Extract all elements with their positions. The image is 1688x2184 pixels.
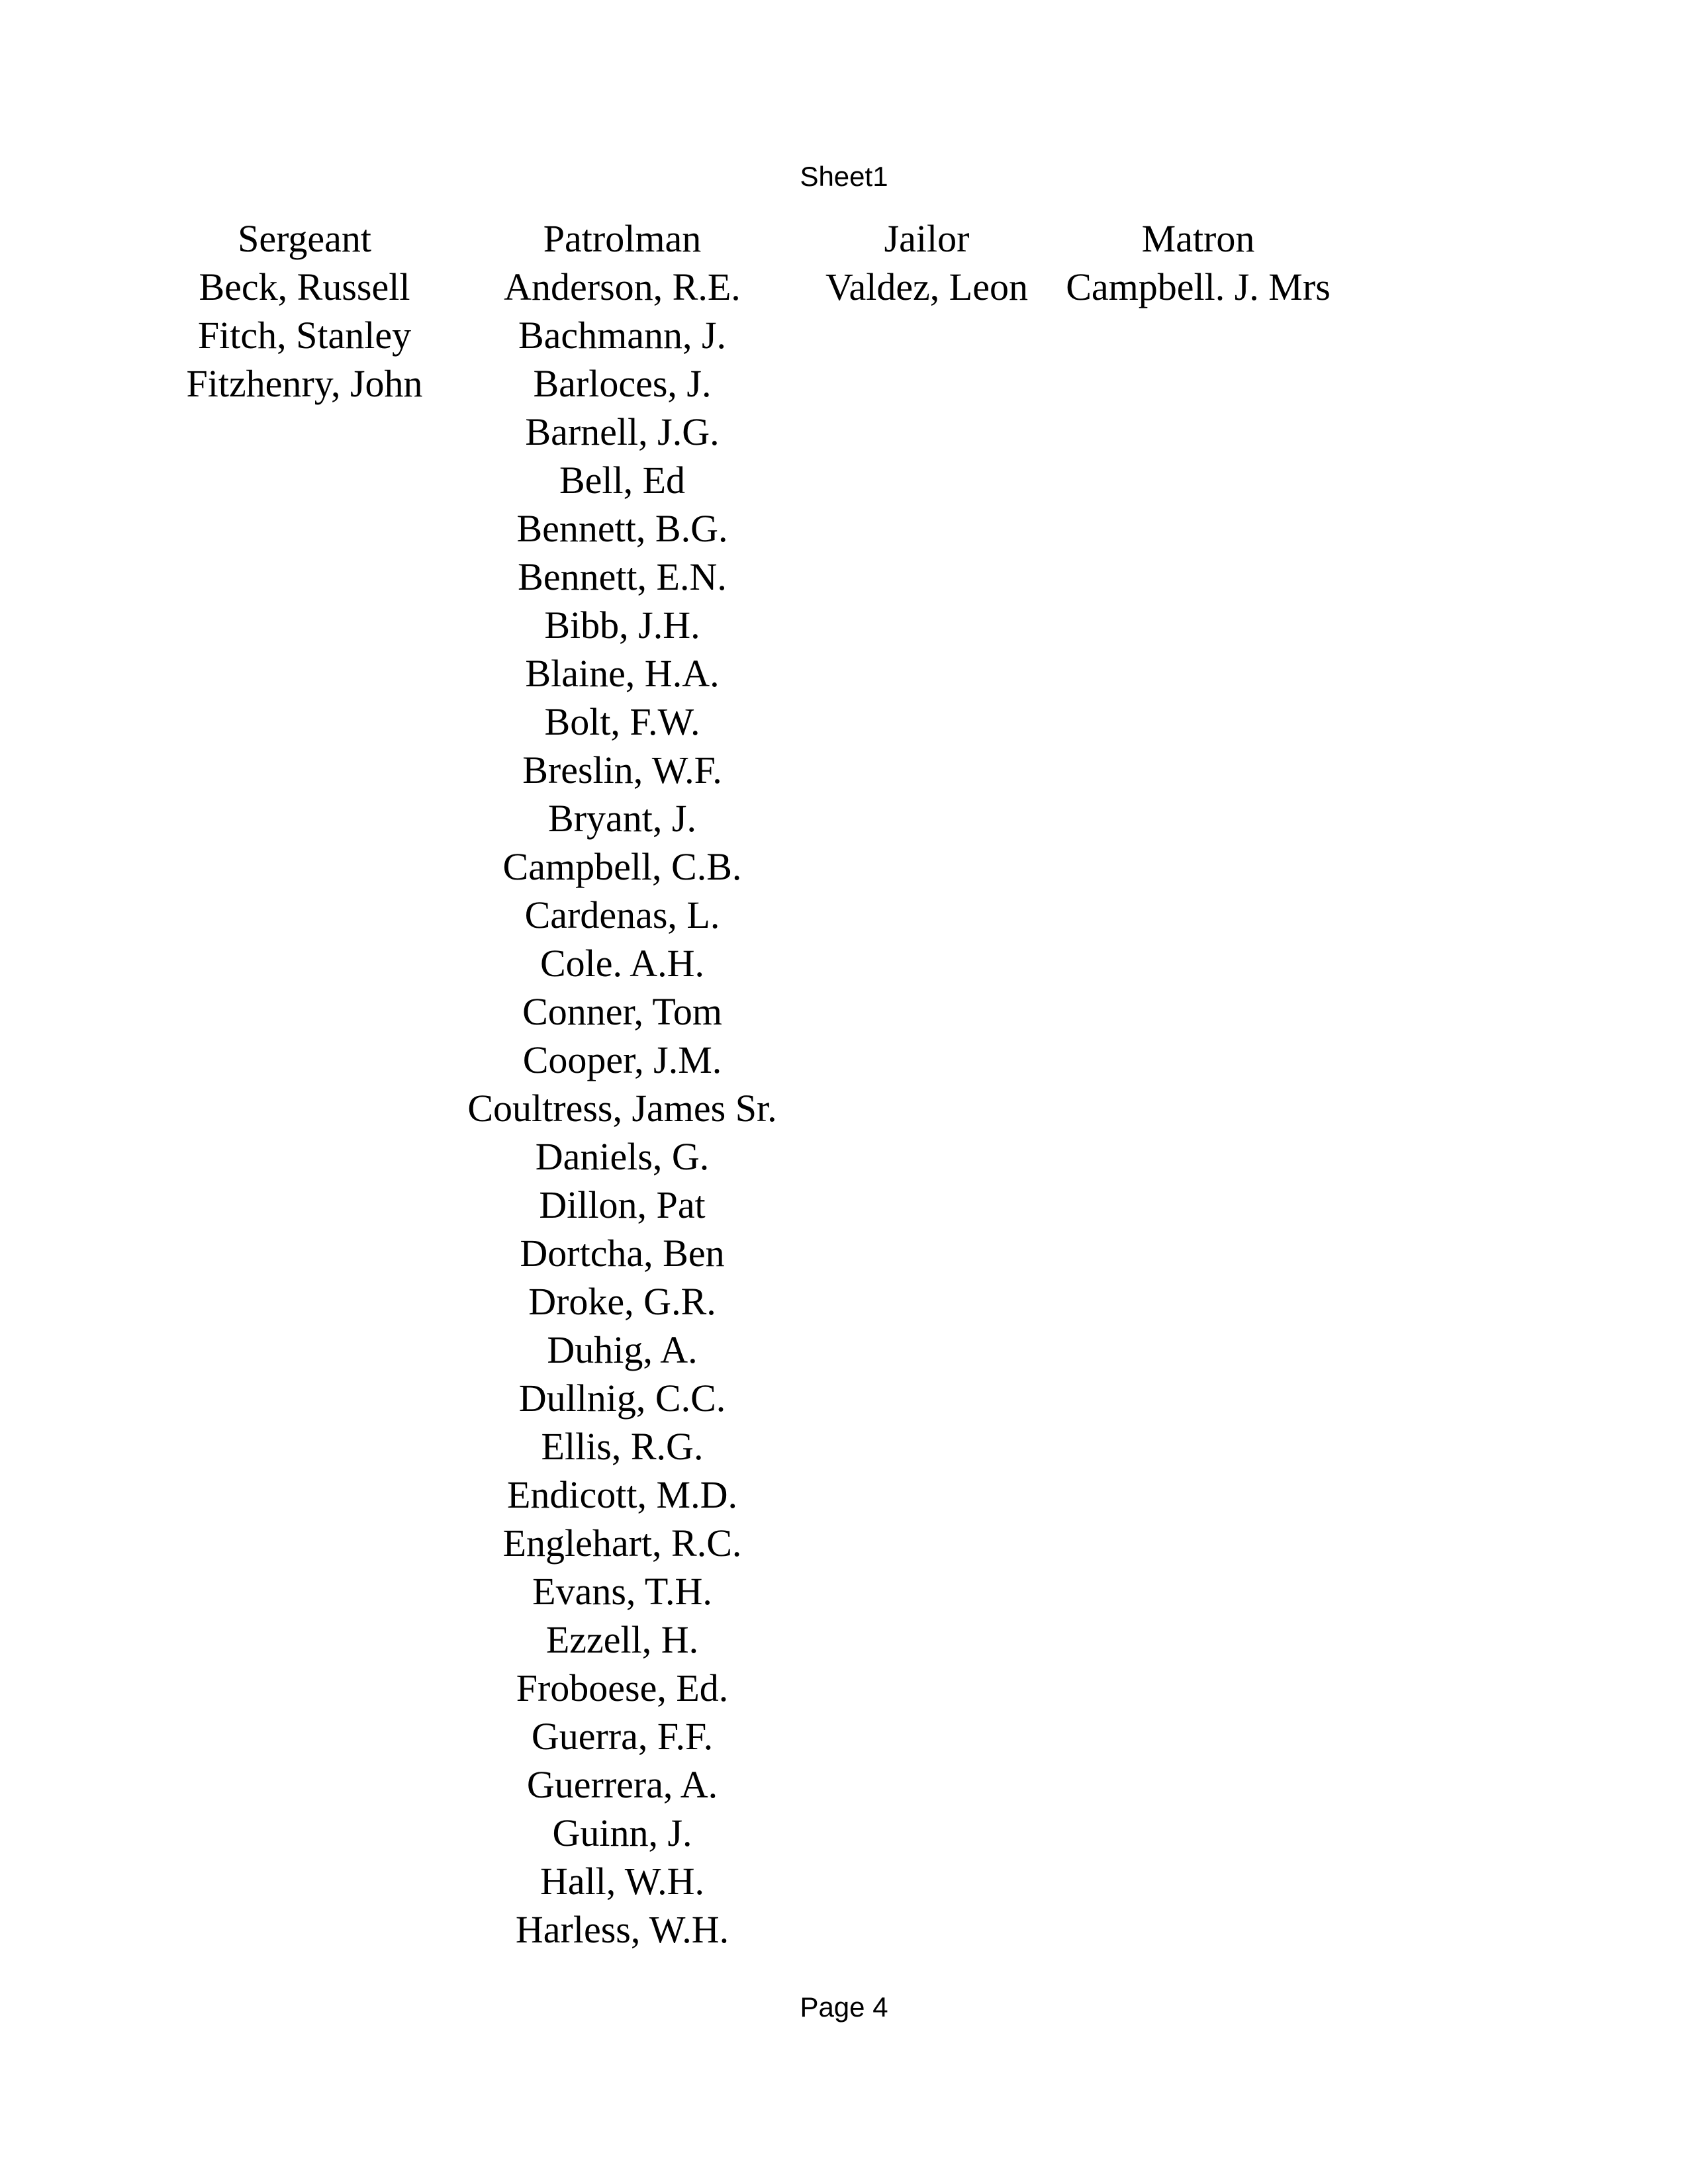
name-cell: Blaine, H.A.: [525, 652, 720, 695]
name-cell: Coultress, James Sr.: [467, 1087, 777, 1130]
name-cell: Englehart, R.C.: [502, 1522, 742, 1565]
name-cell: Guerrera, A.: [526, 1763, 718, 1806]
name-cell: Daniels, G.: [535, 1135, 710, 1178]
name-cell: Fitzhenry, John: [186, 362, 423, 405]
column-header: Patrolman: [543, 217, 702, 260]
name-cell: Bennett, B.G.: [516, 507, 728, 550]
name-cell: Endicott, M.D.: [507, 1473, 737, 1516]
column-patrolman: [437, 214, 808, 1954]
name-cell: Dortcha, Ben: [520, 1232, 725, 1275]
sheet-title: Sheet1: [800, 161, 888, 192]
name-cell: Barnell, J.G.: [525, 410, 720, 453]
name-cell: Evans, T.H.: [532, 1570, 712, 1613]
name-cell: Bolt, F.W.: [544, 700, 700, 743]
name-cell: Fitch, Stanley: [197, 314, 412, 357]
name-cell: Campbell. J. Mrs: [1066, 265, 1331, 308]
name-cell: Conner, Tom: [522, 990, 722, 1033]
name-cell: Ezzell, H.: [545, 1618, 699, 1661]
name-cell: Dullnig, C.C.: [518, 1377, 726, 1420]
column-matron: [1046, 214, 1350, 311]
name-cell: Duhig, A.: [547, 1328, 698, 1371]
name-cell: Froboese, Ed.: [516, 1666, 729, 1709]
name-cell: Barloces, J.: [533, 362, 712, 405]
name-cell: Breslin, W.F.: [522, 749, 722, 792]
name-cell: Droke, G.R.: [528, 1280, 716, 1323]
column-header: Jailor: [884, 217, 970, 260]
name-cell: Bennett, E.N.: [518, 555, 727, 598]
name-cell: Cole. A.H.: [539, 942, 705, 985]
column-sergeant: [146, 214, 463, 408]
name-cell: Bryant, J.: [548, 797, 696, 840]
name-cell: Guinn, J.: [552, 1811, 692, 1854]
page-number: Page 4: [800, 1991, 888, 2023]
column-header: Matron: [1141, 217, 1255, 260]
column-jailor: [781, 214, 1072, 311]
name-cell: Beck, Russell: [199, 265, 410, 308]
name-cell: Guerra, F.F.: [531, 1715, 714, 1758]
name-cell: Campbell, C.B.: [502, 845, 742, 888]
name-cell: Anderson, R.E.: [504, 265, 741, 308]
name-cell: Bibb, J.H.: [544, 604, 700, 647]
name-cell: Bachmann, J.: [518, 314, 727, 357]
name-cell: Ellis, R.G.: [541, 1425, 704, 1468]
name-cell: Valdez, Leon: [825, 265, 1028, 308]
name-cell: Dillon, Pat: [539, 1183, 706, 1226]
name-cell: Cooper, J.M.: [522, 1038, 722, 1081]
name-cell: Cardenas, L.: [524, 893, 720, 936]
name-cell: Hall, W.H.: [539, 1860, 705, 1903]
column-header: Sergeant: [238, 217, 371, 260]
name-cell: Bell, Ed: [559, 459, 686, 502]
name-cell: Harless, W.H.: [515, 1908, 729, 1951]
